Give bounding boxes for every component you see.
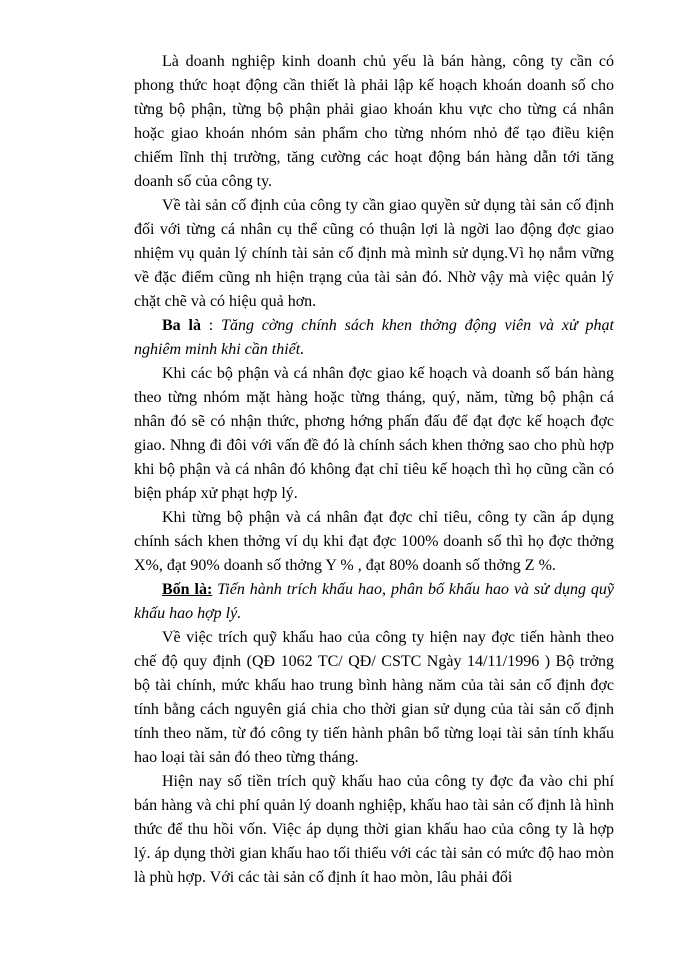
paragraph-sales-targets: Khi các bộ phận và cá nhân đợc giao kế hoạch và doanh số bán hàng theo từng nhóm mặt hàng hoặc từng tháng, quý, năm, từng bộ phận cá nhân đó sẽ có nhận thức, phơng hớng phấn đấu để đạt đợc kế hoạch đợc giao. Nhng đi đôi với vấn đề đó là chính sách khen thởng sao cho phù hợp khi bộ phận và cá nhân đó không đạt chỉ tiêu kế hoạch thì họ cũng cần có biện pháp xử phạt hợp lý. <box>134 365 614 502</box>
paragraph-depreciation-current: Hiện nay số tiền trích quỹ khấu hao của công ty đợc đa vào chi phí bán hàng và chi phí quản lý doanh nghiệp, khấu hao tài sản cố định là hình thức để thu hồi vốn. Việc áp dụng thời gian khấu hao của công ty là hợp lý. áp dụng thời gian khấu hao tối thiểu với các tài sản có mức độ hao mòn là phù hợp. Với các tài sản cố định ít hao mòn, lâu phải đổi <box>134 773 614 886</box>
heading-text-three: Tăng cờng chính sách khen thởng động viên và xử phạt nghiêm minh khi cần thiết. <box>134 317 614 358</box>
heading-text-four: Tiến hành trích khấu hao, phân bổ khấu hao và sử dụng quỹ khấu hao hợp lý. <box>134 581 615 622</box>
paragraph-sales-plan: Là doanh nghiệp kinh doanh chủ yếu là bán hàng, công ty cần có phong thức hoạt động cần thiết là phải lập kế hoạch khoán doanh số cho từng bộ phận, từng bộ phận phải giao khoán khu vực cho từng cá nhân hoặc giao khoán nhóm sản phẩm cho từng nhóm nhỏ để tạo điều kiện chiếm lĩnh thị trường, tăng cường các hoạt động bán hàng dẫn tới tăng doanh số của công ty. <box>134 53 614 190</box>
paragraph-depreciation-rule: Về việc trích quỹ khấu hao của công ty hiện nay đợc tiến hành theo chế độ quy định (QĐ 1062 TC/ QĐ/ CSTC Ngày 14/11/1996 ) Bộ trởng bộ tài chính, mức khấu hao trung bình hàng năm của tài sản cố định đợc tính bằng cách nguyên giá chia cho thời gian sử dụng của tài sản cố định tính theo năm, từ đó công ty tiến hành phân bổ từng loại tài sản tính khấu hao loại tài sản đó theo từng tháng. <box>134 629 614 766</box>
heading-label-four: Bốn là: <box>162 581 213 598</box>
paragraph-heading-three <box>134 314 614 362</box>
paragraph-heading-four <box>134 578 614 626</box>
heading-separator-three: : <box>200 317 222 334</box>
heading-label-three: Ba là <box>162 317 201 334</box>
paragraph-reward-policy: Khi từng bộ phận và cá nhân đạt đợc chỉ tiêu, công ty cần áp dụng chính sách khen thởng ví dụ khi đạt đợc 100% doanh số thì họ đợc thởng X%, đạt 90% doanh số thởng Y % , đạt 80% doanh số thởng Z %. <box>134 509 614 574</box>
paragraph-fixed-assets: Về tài sản cố định của công ty cần giao quyền sử dụng tài sản cố định đối với từng cá nhân cụ thể cũng có thuận lợi là ngời lao động đợc giao nhiệm vụ quản lý chính tài sản cố định mà mình sử dụng.Vì họ nắm vững về đặc điểm cũng nh hiện trạng của tài sản đó. Nhờ vậy mà việc quản lý chặt chẽ và có hiệu quả hơn. <box>134 197 614 310</box>
